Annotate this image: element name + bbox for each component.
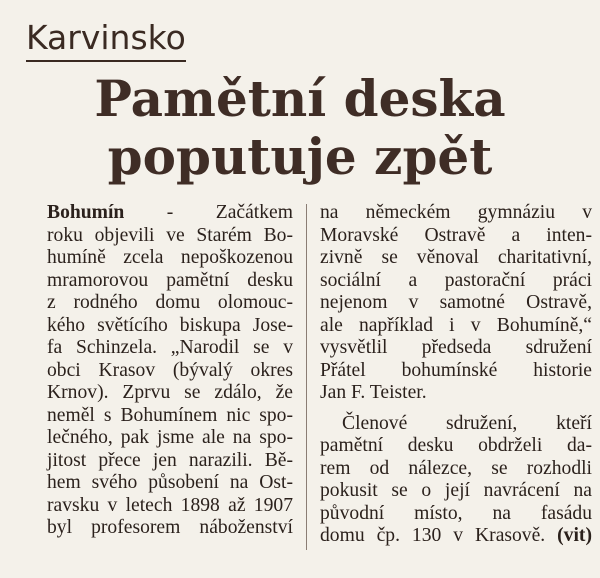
article-line: roku objevili ve Starém Bo- — [47, 224, 293, 246]
article-line: Jan F. Teister. — [320, 382, 427, 403]
article-line: pokusit se o její navrácení na — [320, 480, 592, 501]
article-line: Bohumín - Začátkem — [47, 202, 293, 223]
right-column — [320, 202, 592, 548]
article-line: fa Schinzela. „Narodil se v — [47, 337, 293, 358]
author-signature: (vit) — [557, 525, 592, 546]
article-line: hem svého působení na Ost- — [47, 472, 293, 493]
article-line: domu čp. 130 v Krasově. (vit) — [320, 525, 592, 546]
article-line: rem od nálezce, se rozhodli — [320, 457, 592, 479]
article-line: na německém gymnáziu v — [320, 202, 592, 223]
article-line: Přátel bohumínské historie — [320, 359, 592, 381]
article-line: byl profesorem náboženství — [47, 517, 293, 538]
article-line: Krnov). Zprvu se zdálo, že — [47, 382, 293, 403]
article-line: humíně zcela nepoškozenou — [47, 247, 293, 268]
article-line: mramorovou pamětní desku — [47, 269, 293, 291]
left-column — [47, 202, 293, 540]
headline — [0, 70, 600, 186]
article-line: sociální a pastorační práci — [320, 269, 592, 291]
article-line: lečného, pak jsme ale na spo- — [47, 427, 293, 448]
dateline: Bohumín — [47, 202, 125, 223]
article-line: původní místo, na fasádu — [320, 502, 592, 524]
section-label: Karvinsko — [26, 16, 186, 62]
article-line: pamětní desku obdrželi da- — [320, 435, 592, 456]
column-divider — [306, 204, 307, 550]
article-line: vysvětlil předseda sdružení — [320, 337, 592, 358]
article-line: Členové sdružení, kteří — [342, 412, 592, 434]
dateline-dash: - — [166, 202, 174, 223]
article-line: z rodného domu olomouc- — [47, 292, 293, 313]
article-line: Moravské Ostravě a inten- — [320, 224, 592, 246]
article-line: jitost přece jen narazili. Bě- — [47, 449, 293, 471]
article-line: ravsku v letech 1898 až 1907 — [47, 494, 293, 516]
article-line: obci Krasov (bývalý okres — [47, 359, 293, 381]
article-line: neměl s Bohumínem nic spo- — [47, 404, 293, 426]
article-line: ale například i v Bohumíně,“ — [320, 314, 592, 336]
article-line: zivně se věnoval charitativní, — [320, 247, 592, 268]
headline-line-1: Pamětní deska — [94, 69, 506, 128]
headline-line-2: poputuje zpět — [107, 127, 493, 186]
article-line: nejenom v samotné Ostravě, — [320, 292, 592, 313]
article-line: kého světícího biskupa Jose- — [47, 314, 293, 336]
